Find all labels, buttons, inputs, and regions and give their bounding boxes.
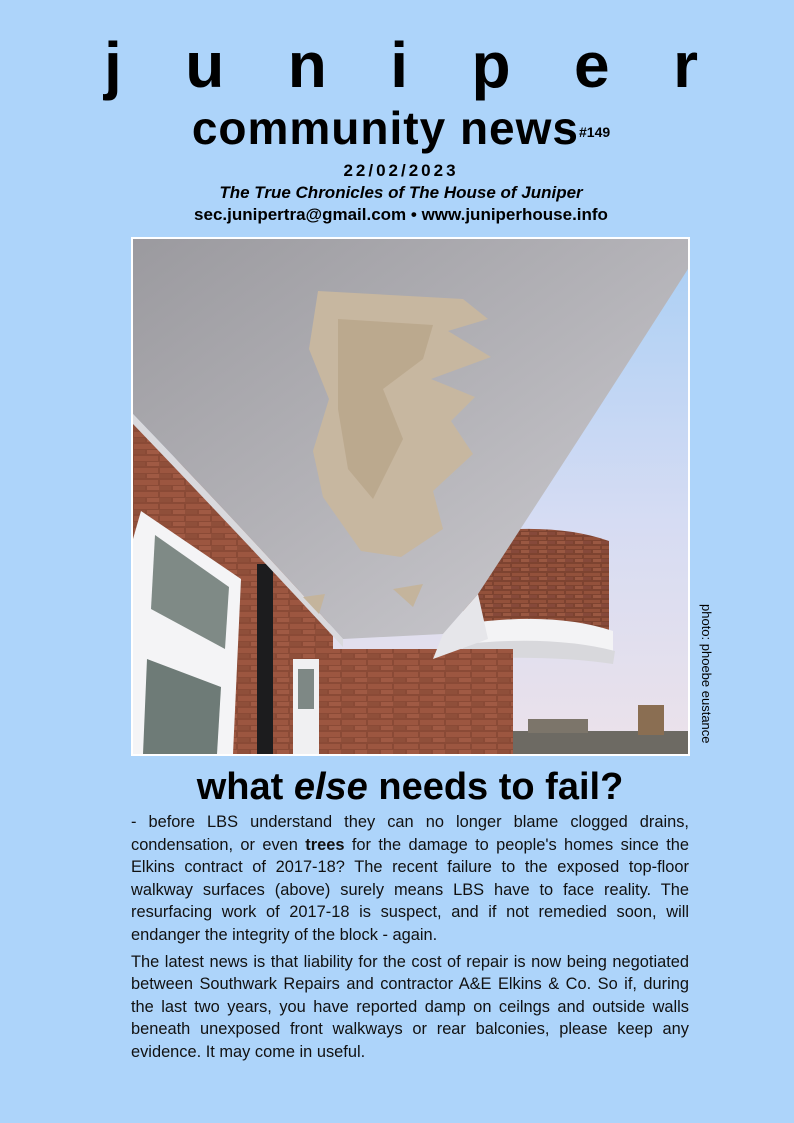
brand-letter: j <box>104 29 122 101</box>
contact-line: sec.junipertra@gmail.com • www.juniperhouse.info <box>194 205 608 224</box>
issue-date: 22/02/2023 <box>343 161 459 180</box>
headline-part: needs to fail? <box>367 766 624 808</box>
bold-text: trees <box>305 835 345 854</box>
issue-number: #149 <box>579 124 611 140</box>
headline-emphasis: else <box>293 766 368 808</box>
paragraph-text: - before LBS understand they can no longer blame clogged drains, condensation, or even <box>131 813 689 854</box>
brand-letter: i <box>390 29 409 101</box>
masthead <box>96 26 706 226</box>
brand-letter: r <box>673 29 698 101</box>
article-headline <box>131 764 689 810</box>
subtitle-row <box>96 102 706 154</box>
photo-credit: photo: phoebe eustance <box>699 604 714 744</box>
brand-letter: p <box>471 29 511 101</box>
article-body <box>131 811 689 1068</box>
brand-title <box>96 26 706 104</box>
brand-letter: n <box>287 29 327 101</box>
headline-part: what <box>196 766 294 808</box>
brand-letter: e <box>574 29 610 101</box>
paragraph-text: for the damage to people's homes since the Elkins contract of 2017-18? The recent failure to the exposed top-floor walkway surfaces (above) surely means LBS have to face reality. The resurfacing work of 2017-18 is suspect, and if not remedied soon, will endanger the integrity of the block - again. <box>131 835 689 944</box>
tagline: The True Chronicles of The House of Juniper <box>219 183 583 202</box>
paragraph <box>131 811 689 947</box>
paragraph: The latest news is that liability for the cost of repair is now being negotiated between Southwark Repairs and contractor A&E Elkins & Co. So if, during the last two years, you have reported damp on ceilngs and outside walls beneath unexposed front walkways or rear balconies, please keep any evidence. It may come in useful. <box>131 952 689 1061</box>
cover-photo <box>131 237 690 756</box>
walkway-ceiling-photo <box>133 239 688 754</box>
subtitle: community news <box>191 102 580 154</box>
brand-letter: u <box>185 29 225 101</box>
